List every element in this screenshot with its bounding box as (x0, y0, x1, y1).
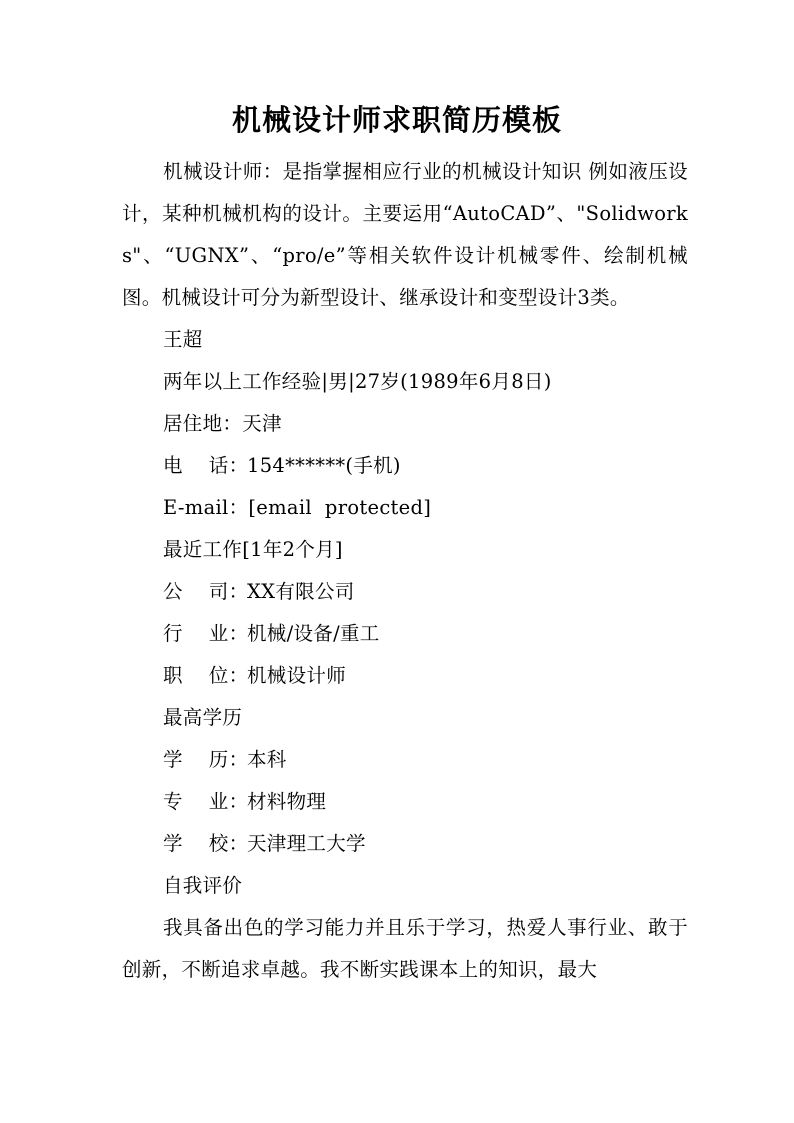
phone-value: 154******(手机) (247, 454, 401, 477)
self-eval-heading: 自我评价 (163, 874, 243, 897)
company-label: 公 司： (163, 580, 249, 603)
position-row (122, 655, 688, 697)
company-row (122, 571, 688, 613)
company-value: XX有限公司 (247, 580, 355, 603)
document-title: 机械设计师求职简历模板 (231, 103, 562, 137)
degree-row (122, 739, 688, 781)
residence-row (122, 403, 688, 445)
school-row (122, 823, 688, 865)
phone-row (122, 445, 688, 487)
candidate-summary: 两年以上工作经验|男|27岁(1989年6月8日) (163, 370, 552, 393)
school-value: 天津理工大学 (247, 832, 366, 855)
industry-value: 机械/设备/重工 (247, 622, 380, 645)
email-label: E-mail： (163, 496, 249, 519)
degree-value: 本科 (247, 748, 287, 771)
document-body (122, 151, 688, 991)
email-row (122, 487, 688, 529)
self-eval-paragraph: 我具备出色的学习能力并且乐于学习，热爱人事行业、敢于创新，不断追求卓越。我不断实践课本上的知识，最大 (122, 916, 688, 981)
residence-value: 天津 (242, 412, 282, 435)
recent-work-heading: 最近工作[1年2个月] (163, 538, 343, 561)
education-heading: 最高学历 (163, 706, 243, 729)
degree-label: 学 历： (163, 748, 249, 771)
phone-label: 电 话： (163, 454, 249, 477)
candidate-name: 王超 (163, 328, 203, 351)
position-value: 机械设计师 (247, 664, 347, 687)
school-label: 学 校： (163, 832, 249, 855)
residence-label: 居住地： (163, 412, 243, 435)
major-value: 材料物理 (247, 790, 327, 813)
major-label: 专 业： (163, 790, 249, 813)
email-value: [email protected] (248, 496, 432, 519)
intro-paragraph: 机械设计师：是指掌握相应行业的机械设计知识 例如液压设计，某种机械机构的设计。主要运用“AutoCAD”、"Solidworks"、“UGNX”、“pro/e”等相关软件设计机械零件、绘制机械图。机械设计可分为新型设计、继承设计和变型设计3类。 (122, 160, 688, 309)
industry-label: 行 业： (163, 622, 249, 645)
industry-row (122, 613, 688, 655)
major-row (122, 781, 688, 823)
position-label: 职 位： (163, 664, 249, 687)
